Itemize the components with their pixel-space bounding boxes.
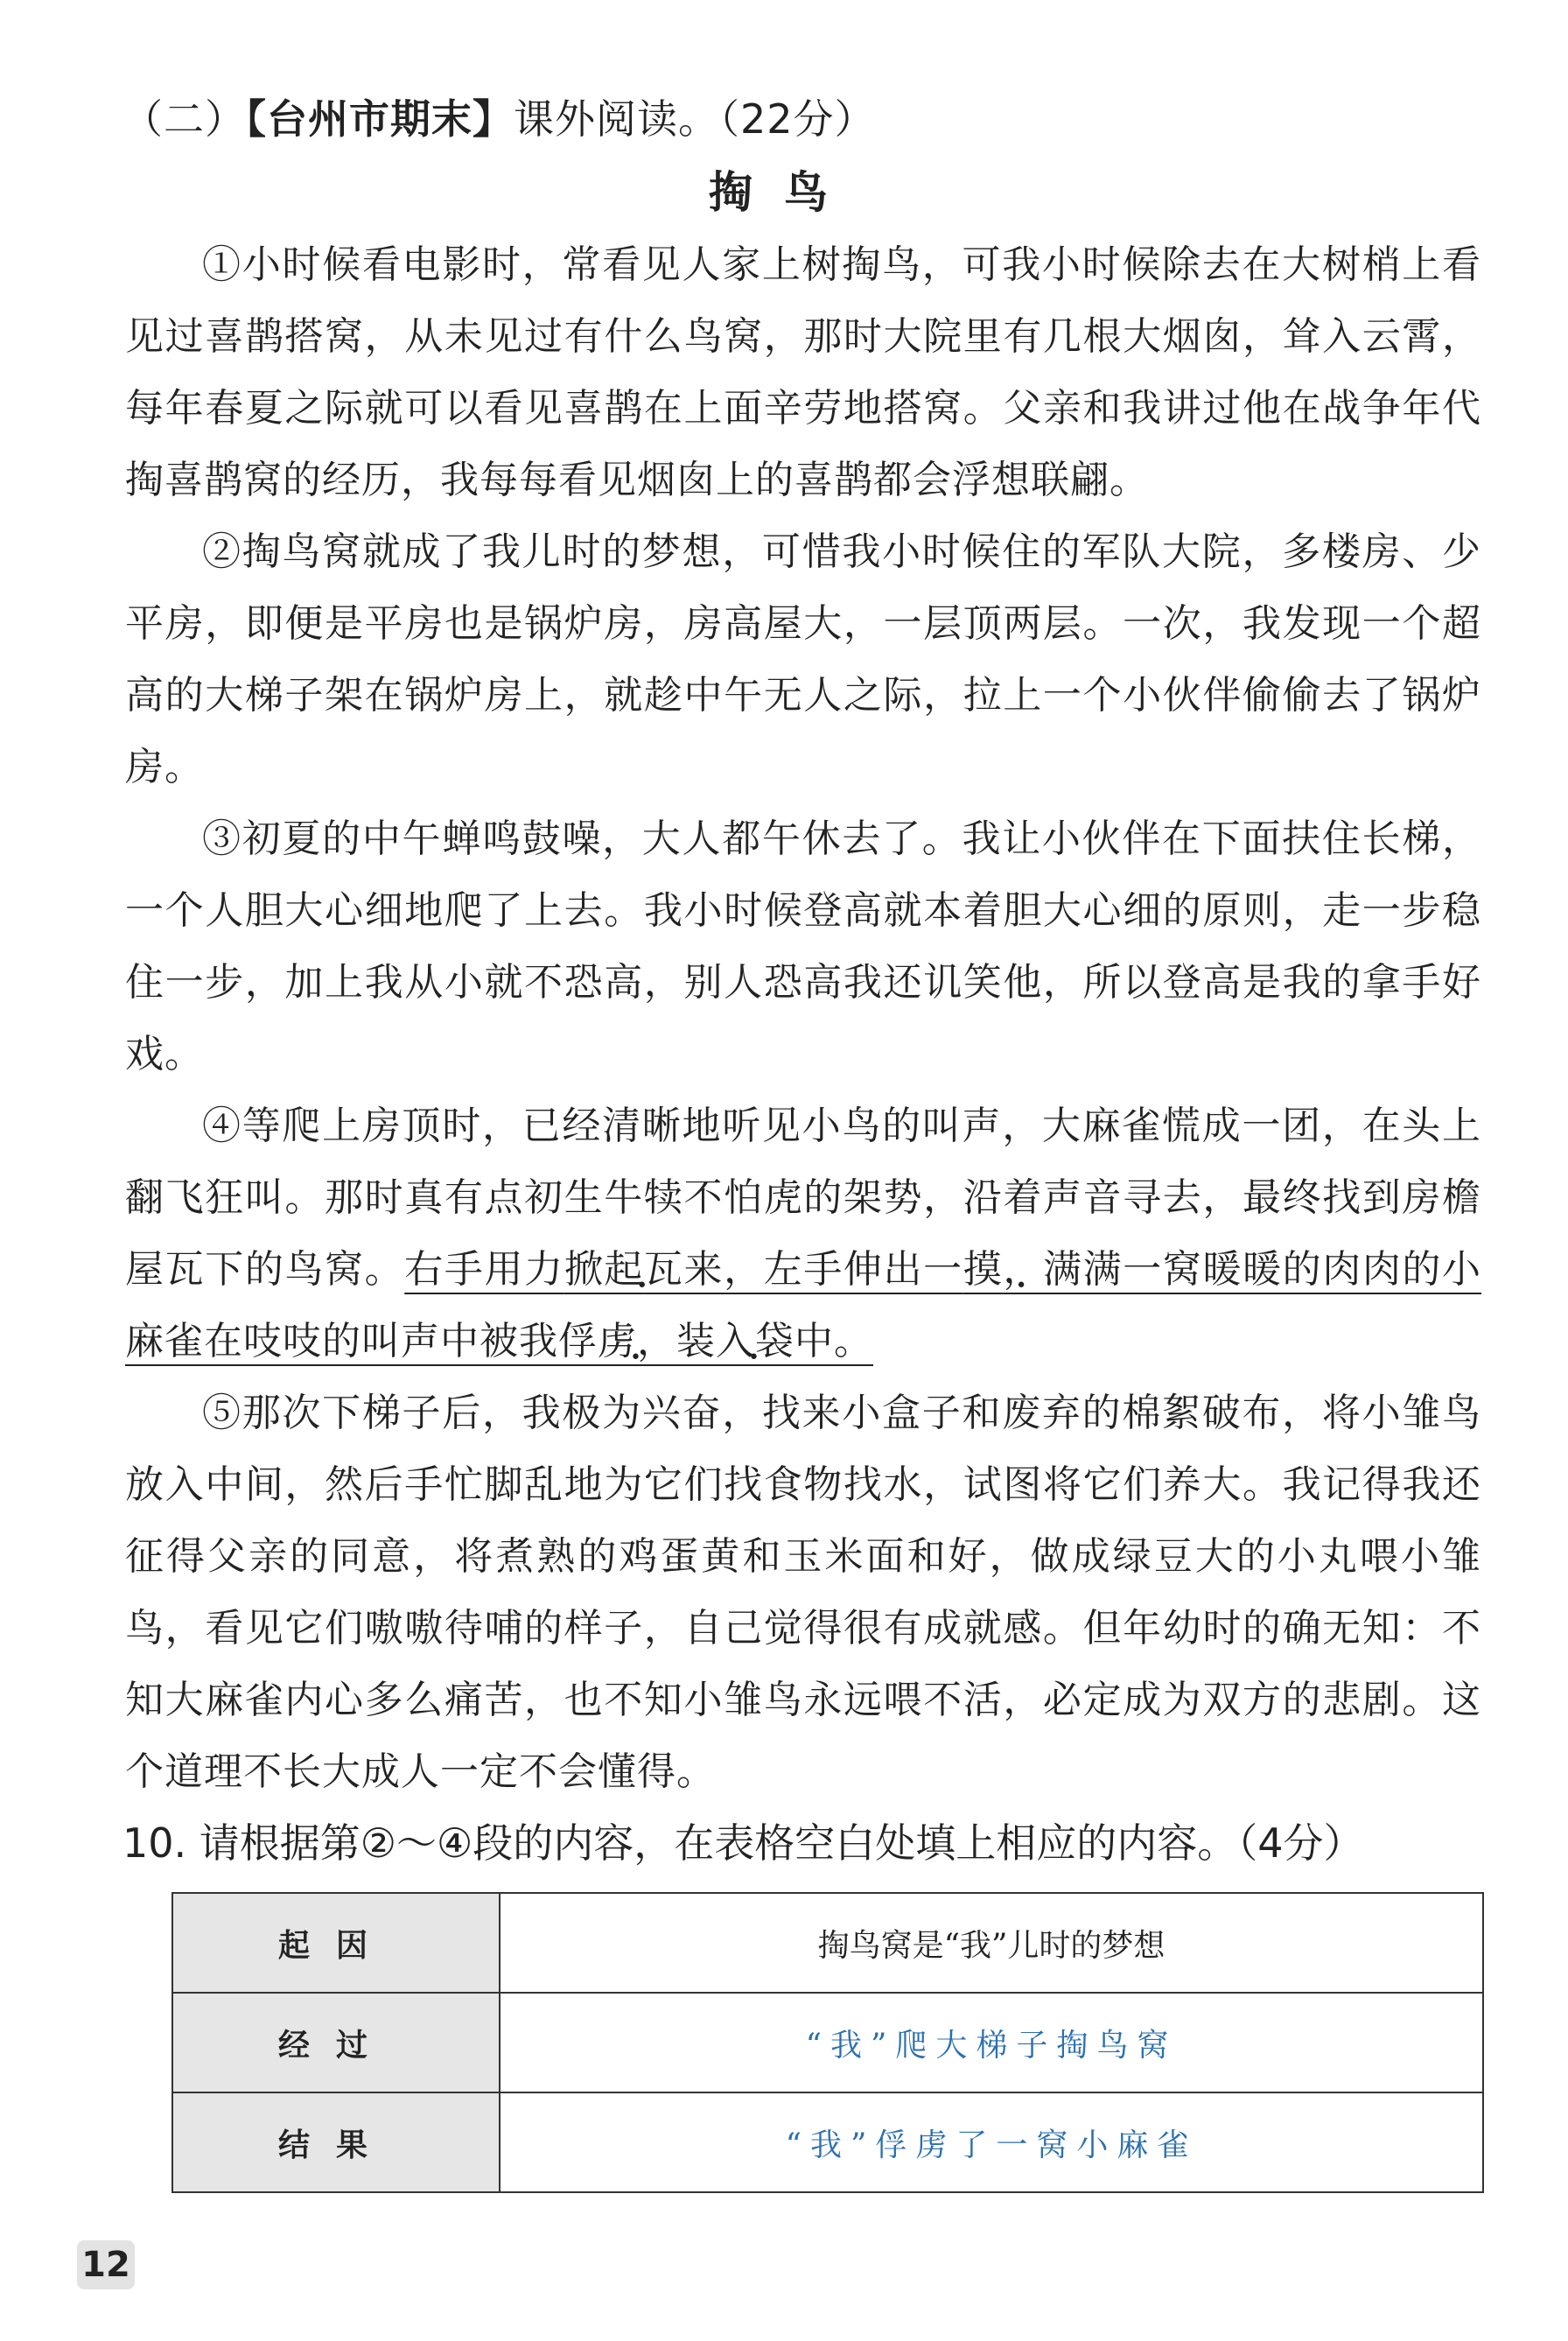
page-number: 12	[77, 2240, 135, 2289]
paragraph-2: ②掏鸟窝就成了我儿时的梦想，可惜我小时候住的军队大院，多楼房、少平房，即便是平房也是锅炉房，房高屋大，一层顶两层。一次，我发现一个超高的大梯子架在锅炉房上，就趁中午无人之际，拉上一个小伙伴偷偷去了锅炉房。	[125, 529, 1481, 789]
article-body	[125, 229, 1481, 1808]
section-prefix: （二）	[122, 95, 246, 143]
table-row	[172, 1993, 1483, 2092]
row-answer-result: “我”俘虏了一窝小麻雀	[500, 2092, 1483, 2192]
table-row	[172, 2092, 1483, 2192]
table-row	[172, 1893, 1483, 1993]
emphasized-word-xianqi: 掀起	[564, 1247, 644, 1292]
paragraph-4	[125, 1090, 1481, 1377]
section-instruction: 课外阅读。（22分）	[514, 95, 876, 143]
paragraph-1: ①小时候看电影时，常看见人家上树掏鸟，可我小时候除去在大树梢上看见过喜鹊搭窝，从未见过有什么鸟窝，那时大院里有几根大烟囱，耸入云霄，每年春夏之际就可以看见喜鹊在上面辛劳地搭窝。父亲和我讲过他在战争年代掏喜鹊窝的经历，我每每看见烟囱上的喜鹊都会浮想联翩。	[125, 242, 1481, 502]
answer-table	[172, 1892, 1484, 2193]
underlined-sentence: 右手用力掀起瓦来，左手伸出一摸，满满一窝暖暖的肉肉的小麻雀在吱吱的叫声中被我俘虏，装入袋中。	[125, 1247, 1482, 1363]
emphasized-word-zhuangru: 装入	[676, 1319, 755, 1363]
paragraph-4-lead: ④等爬上房顶时，已经清晰地听见小鸟的叫声，大麻雀慌成一团，在头上翻飞狂叫。那时真有点初生牛犊不怕虎的架势，沿着声音寻去，最终找到房檐屋瓦下的鸟窝。	[125, 1104, 1481, 1292]
question-10: 10. 请根据第②～④段的内容，在表格空白处填上相应的内容。（4分）	[122, 1819, 1364, 1867]
article-title: 掏鸟	[709, 167, 859, 218]
row-label-process: 经过	[172, 1993, 500, 2092]
row-label-result: 结果	[172, 2092, 500, 2192]
source-tag: 【台州市期末】	[246, 95, 514, 143]
paragraph-3: ③初夏的中午蝉鸣鼓噪，大人都午休去了。我让小伙伴在下面扶住长梯，一个人胆大心细地爬了上去。我小时候登高就本着胆大心细的原则，走一步稳住一步，加上我从小就不恐高，别人恐高我还讥笑他，所以登高是我的拿手好戏。	[125, 817, 1481, 1076]
row-label-cause: 起因	[172, 1893, 500, 1993]
emphasized-word-fulu: 俘虏	[558, 1319, 637, 1363]
row-value-cause: 掏鸟窝是“我”儿时的梦想	[500, 1893, 1483, 1993]
section-heading	[122, 84, 876, 154]
paragraph-5: ⑤那次下梯子后，我极为兴奋，找来小盒子和废弃的棉絮破布，将小雏鸟放入中间，然后手忙脚乱地为它们找食物找水，试图将它们养大。我记得我还征得父亲的同意，将煮熟的鸡蛋黄和玉米面和好，做成绿豆大的小丸喂小雏鸟，看见它们嗷嗷待哺的样子，自己觉得很有成就感。但年幼时的确无知：不知大麻雀内心多么痛苦，也不知小雏鸟永远喂不活，必定成为双方的悲剧。这个道理不长大成人一定不会懂得。	[125, 1391, 1481, 1794]
emphasized-word-mo: 摸	[962, 1247, 1004, 1292]
row-answer-process: “我”爬大梯子掏鸟窝	[500, 1993, 1483, 2092]
